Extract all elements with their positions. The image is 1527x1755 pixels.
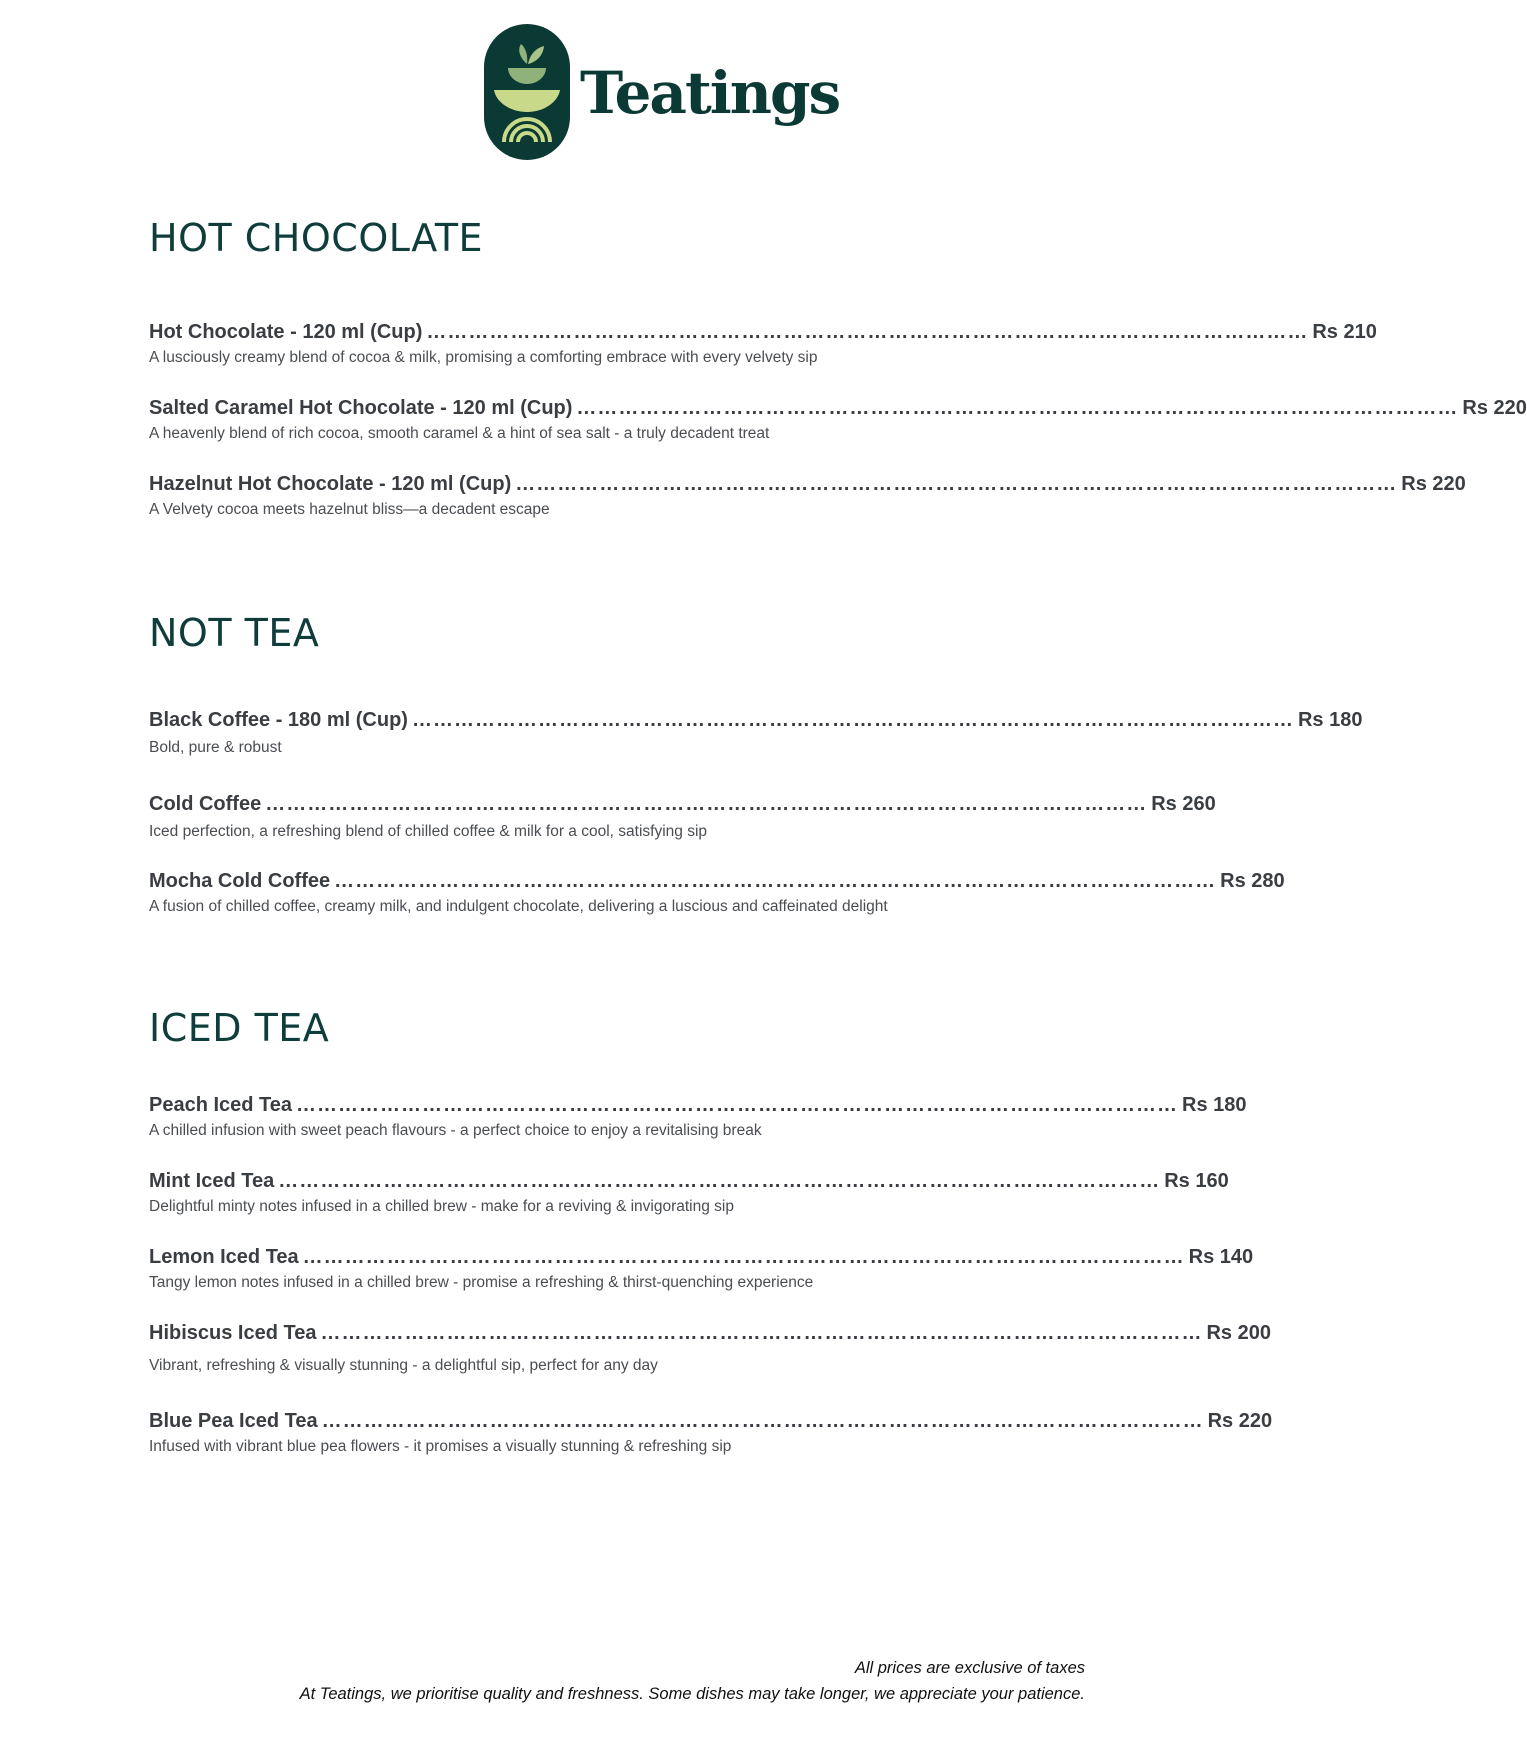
menu-item (149, 792, 1216, 842)
dot-leader: ……………………………………………………………………………………………………………… (302, 1246, 1185, 1268)
section-title-iced-tea: ICED TEA (149, 1006, 330, 1050)
menu-item (149, 869, 1285, 917)
item-price: Rs 220 (1462, 397, 1527, 419)
item-description: Bold, pure & robust (149, 739, 282, 756)
menu-item (149, 396, 1527, 444)
item-description: Iced perfection, a refreshing blend of chilled coffee & milk for a cool, satisfying sip (149, 823, 708, 840)
dot-leader: ……………………………………………………………………………………………………………… (296, 1094, 1179, 1116)
menu-item (149, 1169, 1229, 1217)
item-description: A chilled infusion with sweet peach flavours - a perfect choice to enjoy a revitalising break (149, 1122, 762, 1139)
brand-logo (484, 24, 840, 160)
item-price: Rs 260 (1151, 793, 1216, 815)
dot-leader: ……………………………………………………………………………………………………………… (411, 709, 1294, 731)
item-price: Rs 210 (1312, 321, 1377, 343)
item-name: Blue Pea Iced Tea (149, 1410, 318, 1432)
item-name: Hibiscus Iced Tea (149, 1322, 317, 1344)
menu-item (149, 320, 1377, 368)
menu-item (149, 1321, 1271, 1376)
item-description: Vibrant, refreshing & visually stunning - a delightful sip, perfect for any day (149, 1357, 658, 1374)
dot-leader: ……………………………………………………………………………………………………………… (265, 793, 1148, 815)
menu-item (149, 472, 1466, 520)
footer-note (300, 1657, 1085, 1705)
brand-name: Teatings (580, 59, 840, 127)
dot-leader: ……………………………………………………………………………………………………………… (334, 870, 1217, 892)
section-title-hot-chocolate: HOT CHOCOLATE (149, 216, 484, 260)
tax-note: All prices are exclusive of taxes (854, 1659, 1085, 1677)
dot-leader: ……………………………………………………………………………………………………………… (515, 473, 1398, 495)
item-name: Salted Caramel Hot Chocolate - 120 ml (Cup) (149, 397, 573, 419)
item-description: A heavenly blend of rich cocoa, smooth caramel & a hint of sea salt - a truly decadent treat (149, 425, 770, 442)
item-name: Peach Iced Tea (149, 1094, 293, 1116)
dot-leader: ……………………………………………………………………………………………………………… (576, 397, 1459, 419)
dot-leader: ……………………………………………………………………………………………………………… (320, 1322, 1203, 1344)
item-description: Tangy lemon notes infused in a chilled brew - promise a refreshing & thirst-quenching experience (149, 1274, 814, 1291)
section-title-not-tea: NOT TEA (149, 611, 320, 655)
menu-item (149, 708, 1363, 758)
item-description: A Velvety cocoa meets hazelnut bliss—a decadent escape (149, 501, 550, 518)
item-description: Delightful minty notes infused in a chilled brew - make for a reviving & invigorating sip (149, 1198, 734, 1215)
menu-item (149, 1093, 1247, 1141)
item-description: A fusion of chilled coffee, creamy milk, and indulgent chocolate, delivering a luscious and caffeinated delight (149, 898, 888, 915)
item-price: Rs 280 (1220, 870, 1285, 892)
item-price: Rs 200 (1206, 1322, 1271, 1344)
item-name: Black Coffee - 180 ml (Cup) (149, 709, 408, 731)
item-name: Lemon Iced Tea (149, 1246, 299, 1268)
item-price: Rs 160 (1164, 1170, 1229, 1192)
item-description: Infused with vibrant blue pea flowers - it promises a visually stunning & refreshing sip (149, 1438, 732, 1455)
menu-item (149, 1409, 1273, 1457)
item-name: Mint Iced Tea (149, 1170, 275, 1192)
item-name: Hazelnut Hot Chocolate - 120 ml (Cup) (149, 473, 512, 495)
item-description: A lusciously creamy blend of cocoa & milk, promising a comforting embrace with every velvety sip (149, 349, 818, 366)
dot-leader: ……………………………………………………………………………………………………………… (426, 321, 1309, 343)
teacup-logo-icon (484, 24, 570, 160)
item-price: Rs 220 (1401, 473, 1466, 495)
dot-leader: ……………………………………………………………………………………………………………… (321, 1410, 1204, 1432)
item-name: Mocha Cold Coffee (149, 870, 331, 892)
dot-leader: ……………………………………………………………………………………………………………… (278, 1170, 1161, 1192)
item-name: Cold Coffee (149, 793, 262, 815)
item-price: Rs 220 (1207, 1410, 1273, 1432)
quality-note: At Teatings, we prioritise quality and freshness. Some dishes may take longer, we appreciate your patience. (299, 1685, 1085, 1703)
item-price: Rs 180 (1297, 709, 1363, 731)
menu-item (149, 1245, 1254, 1293)
item-price: Rs 140 (1188, 1246, 1254, 1268)
item-name: Hot Chocolate - 120 ml (Cup) (149, 321, 423, 343)
item-price: Rs 180 (1182, 1094, 1247, 1116)
